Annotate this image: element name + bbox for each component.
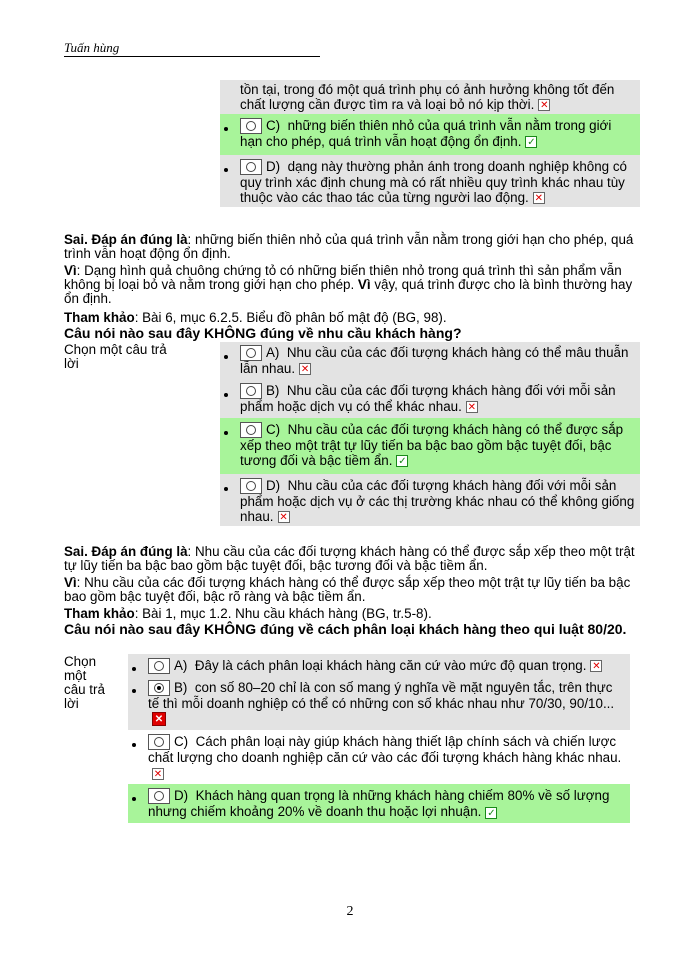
radio-button-selected[interactable] bbox=[148, 680, 170, 696]
radio-button[interactable] bbox=[148, 734, 170, 750]
wrong-icon: ✕ bbox=[534, 193, 543, 205]
correct-icon: ✓ bbox=[527, 137, 536, 149]
q2-explanation: Vì: Nhu cầu của các đối tượng khách hàng có thể được sắp xếp theo một trật tự lũy tiến ba bậc bao gồm bậc tuyệt đối, bậc rõ ràng và bậc tiềm ẩn. bbox=[64, 575, 631, 604]
radio-button[interactable] bbox=[240, 478, 262, 494]
bullet-icon bbox=[224, 127, 228, 131]
q2-option-c[interactable]: C) Nhu cầu của các đối tượng khách hàng có thể được sắp xếp theo một trật tự lũy tiến ba bậc bao gồm bậc tuyệt đối, bậc tương đối và bậc tiềm ẩn. ✓ bbox=[220, 418, 640, 474]
q1-options bbox=[220, 80, 640, 207]
bullet-icon bbox=[224, 168, 228, 172]
q3-title: Câu nói nào sau đây KHÔNG đúng về cách phân loại khách hàng theo qui luật 80/20. bbox=[64, 621, 627, 637]
q3-prompt: Chọn một câu trả lời bbox=[64, 654, 105, 711]
wrong-selected-icon: ✕ bbox=[152, 712, 166, 726]
q2-feedback: Sai. Đáp án đúng là: Nhu cầu của các đối tượng khách hàng có thể được sắp xếp theo một trật tự lũy tiến ba bậc bao gồm bậc tuyệt đối, bậc tương đối và bậc tiềm ẩn. bbox=[64, 544, 635, 573]
q1-explanation: Vì: Dạng hình quả chuông chứng tỏ có những biến thiên nhỏ trong quá trình thì sản phẩm vẫn không bị loại bỏ và nằm trong giới hạn cho phép. Vì vậy, quá trình được cho là bình thường hay ổn định. bbox=[64, 263, 633, 306]
q3-option-b[interactable]: B) con số 80–20 chỉ là con số mang ý nghĩa về mặt nguyên tắc, trên thực tế thì mỗi doanh nghiệp có thể có những con số khác nhau như 70/30, 90/10...✕ bbox=[128, 676, 630, 730]
q3-option-c[interactable]: C) Cách phân loại này giúp khách hàng thiết lập chính sách và chiến lược chất lượng cho doanh nghiệp căn cứ vào các đối tượng khách hàng khác nhau.✕ bbox=[128, 730, 630, 784]
page-number: 2 bbox=[346, 904, 354, 919]
radio-button[interactable] bbox=[240, 422, 262, 438]
q1-reference: Tham khảo: Bài 6, mục 6.2.5. Biểu đồ phân bố mật độ (BG, 98). bbox=[64, 310, 447, 325]
q1-option-d[interactable]: D) dạng này thường phản ánh trong doanh nghiệp không có quy trình xác định chung mà có rất nhiều quy trình khác nhau tùy thuộc vào các thao tác của từng người lao động. ✕ bbox=[220, 155, 640, 207]
q2-options bbox=[220, 342, 640, 526]
wrong-icon: ✕ bbox=[300, 364, 310, 376]
wrong-icon: ✕ bbox=[279, 512, 288, 524]
q2-reference: Tham khảo: Bài 1, mục 1.2. Nhu cầu khách hàng (BG, tr.5-8). bbox=[64, 606, 432, 621]
radio-button[interactable] bbox=[240, 383, 262, 399]
wrong-icon: ✕ bbox=[467, 402, 477, 414]
q1-option-c[interactable]: C) những biến thiên nhỏ của quá trình vẫn nằm trong giới hạn cho phép, quá trình vẫn hoạt động ổn định. ✓ bbox=[220, 114, 640, 155]
correct-icon: ✓ bbox=[398, 456, 407, 468]
q2-prompt: Chọn một câu trả lời bbox=[64, 342, 167, 371]
correct-icon: ✓ bbox=[487, 807, 496, 819]
q1-feedback: Sai. Đáp án đúng là: những biến thiên nhỏ của quá trình vẫn nằm trong giới hạn cho phép, quá trình vẫn hoạt động ổn định. bbox=[64, 232, 634, 261]
q3-option-a[interactable]: A) Đây là cách phân loại khách hàng căn cứ vào mức độ quan trọng. ✕ bbox=[128, 654, 630, 676]
radio-button[interactable] bbox=[240, 345, 262, 361]
q2-option-d[interactable]: D) Nhu cầu của các đối tượng khách hàng đối với mỗi sản phẩm hoặc dịch vụ ở các thị trường khác nhau có thể không giống nhau. ✕ bbox=[220, 474, 640, 526]
q1-option-b-text: tồn tại, trong đó một quá trình phụ có ảnh hưởng không tốt đến chất lượng cần được tìm ra và loại bỏ nó kịp thời. bbox=[240, 82, 615, 112]
q2-title: Câu nói nào sau đây KHÔNG đúng về nhu cầu khách hàng? bbox=[64, 325, 462, 341]
header-author: Tuấn hùng bbox=[64, 40, 120, 55]
radio-button[interactable] bbox=[240, 118, 262, 134]
wrong-icon: ✕ bbox=[540, 100, 549, 112]
q2-option-b[interactable]: B) Nhu cầu của các đối tượng khách hàng đối với mỗi sản phẩm hoặc dịch vụ có thể khác nhau. ✕ bbox=[220, 380, 640, 418]
q1-option-b bbox=[220, 80, 640, 114]
radio-button[interactable] bbox=[148, 788, 170, 804]
q3-option-d[interactable]: D) Khách hàng quan trọng là những khách hàng chiếm 80% về số lượng nhưng chiếm khoảng 20% về doanh thu hoặc lợi nhuận. ✓ bbox=[128, 784, 630, 823]
q3-options bbox=[128, 654, 630, 823]
radio-button[interactable] bbox=[148, 658, 170, 674]
wrong-icon: ✕ bbox=[153, 768, 163, 780]
radio-button[interactable] bbox=[240, 159, 262, 175]
header-rule bbox=[64, 56, 320, 57]
wrong-icon: ✕ bbox=[592, 661, 601, 673]
q2-option-a[interactable]: A) Nhu cầu của các đối tượng khách hàng có thể mâu thuẫn lẫn nhau. ✕ bbox=[220, 342, 640, 380]
